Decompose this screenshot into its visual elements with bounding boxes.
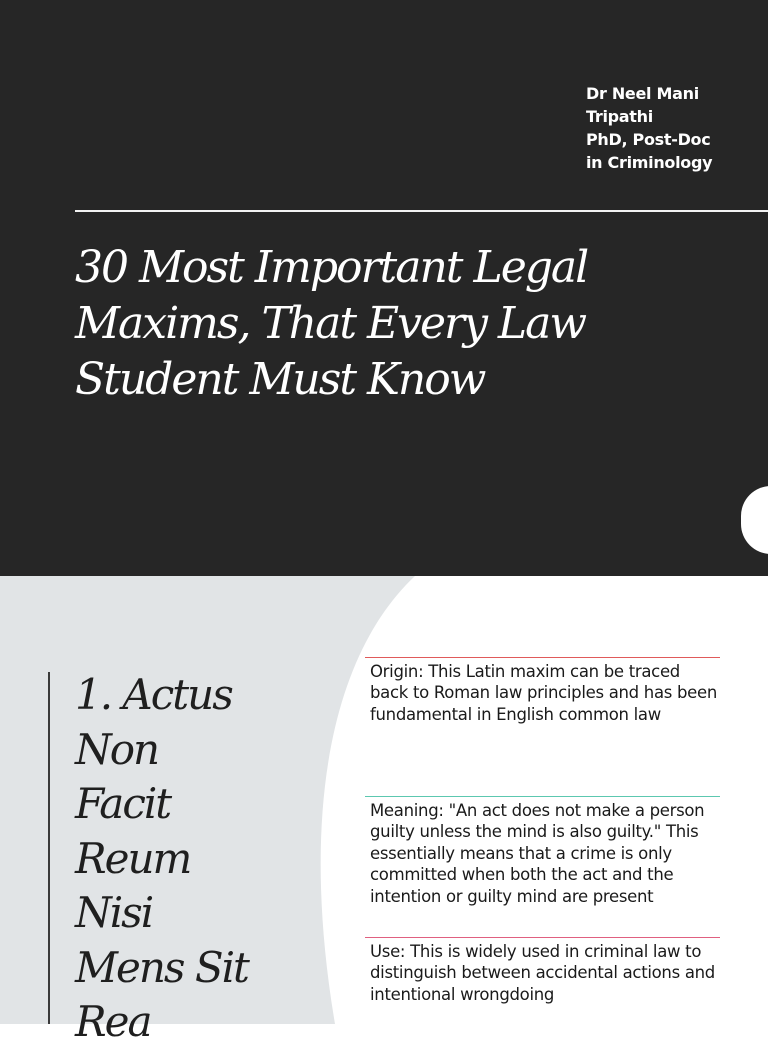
origin-rule (365, 657, 720, 658)
maxim-line: Rea (75, 997, 151, 1046)
author-block (586, 82, 756, 174)
author-line: Tripathi (586, 107, 653, 126)
meaning-text: Meaning: "An act does not make a person guilty unless the mind is also guilty." This essentially means that a crime is only committed when both the act and the intention or guilty mind are present (370, 801, 705, 906)
maxim-line: Non (75, 724, 159, 774)
origin-section (365, 657, 720, 725)
title-line: 30 Most Important Legal (75, 242, 588, 293)
decorative-pill-shape (741, 486, 768, 554)
author-line: PhD, Post-Doc (586, 130, 711, 149)
use-section (365, 937, 720, 1005)
maxim-line: 1. Actus (75, 670, 232, 719)
origin-text: Origin: This Latin maxim can be traced back to Roman law principles and has been fundamental in English common law (370, 662, 718, 724)
use-text: Use: This is widely used in criminal law to distinguish between accidental actions and intentional wrongdoing (370, 942, 715, 1004)
page-title (75, 240, 715, 408)
meaning-rule (365, 796, 720, 797)
maxim-heading (75, 668, 325, 1050)
author-line: in Criminology (586, 153, 713, 172)
title-line: Maxims, That Every Law (75, 298, 586, 349)
title-line: Student Must Know (75, 354, 485, 405)
maxim-line: Facit (75, 779, 171, 828)
maxim-line: Mens Sit (75, 942, 248, 992)
use-rule (365, 937, 720, 938)
maxim-line: Reum (75, 833, 191, 883)
author-line: Dr Neel Mani (586, 84, 699, 103)
meaning-section (365, 796, 720, 907)
maxim-accent-line (48, 672, 50, 1024)
header-divider (75, 210, 768, 212)
maxim-line: Nisi (75, 888, 153, 937)
